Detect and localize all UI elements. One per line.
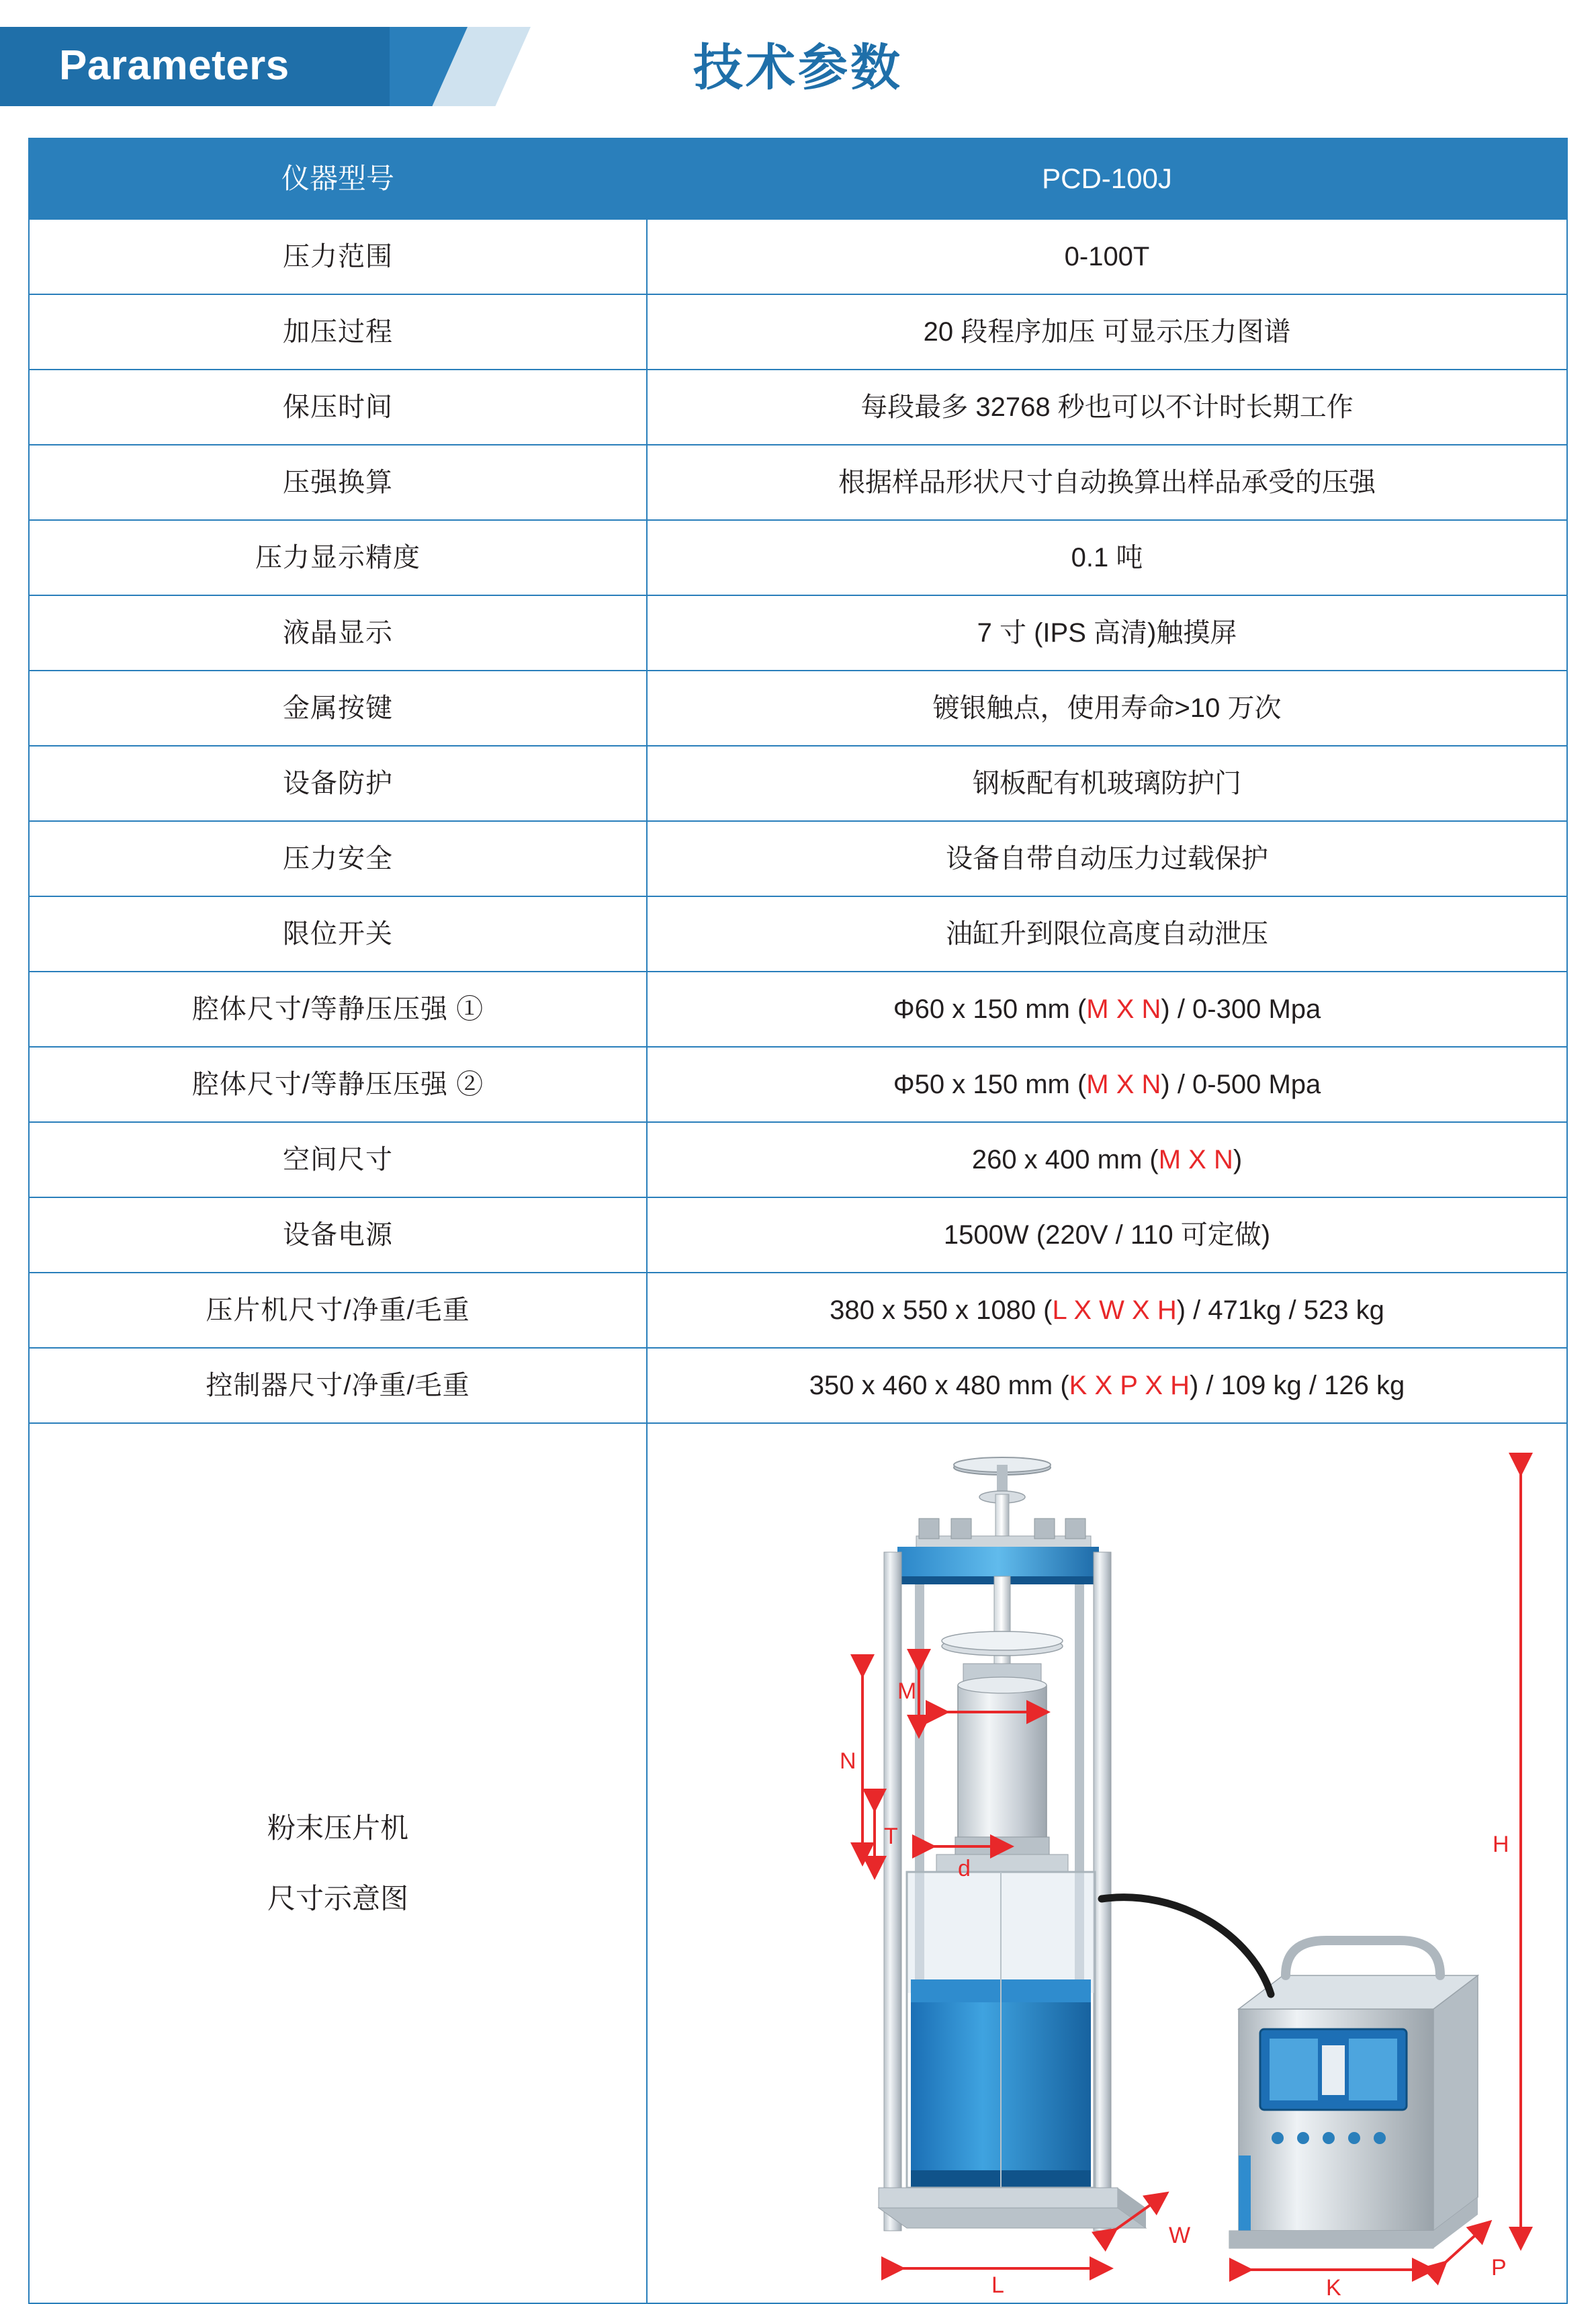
table-row [29, 595, 1567, 671]
spec-value-text: Φ50 x 150 mm ( [893, 1070, 1087, 1099]
diagram-label-line2: 尺寸示意图 [267, 1883, 408, 1914]
spec-value-text: ) / 109 kg / 126 kg [1190, 1371, 1405, 1400]
svg-text:H: H [1493, 1832, 1509, 1857]
column-header-model-label: 仪器型号 [29, 138, 647, 219]
diagram-label-line1: 粉末压片机 [267, 1812, 408, 1844]
spec-value [647, 1122, 1567, 1197]
spec-value-text: 380 x 550 x 1080 ( [830, 1295, 1053, 1325]
dimension-code: L X W X H [1052, 1295, 1177, 1325]
spec-value: 20 段程序加压 可显示压力图谱 [647, 294, 1567, 370]
spec-value: 7 寸 (IPS 高清)触摸屏 [647, 595, 1567, 671]
table-row [29, 1047, 1567, 1122]
spec-value-text: Φ60 x 150 mm ( [893, 994, 1087, 1024]
spec-label: 压片机尺寸/净重/毛重 [29, 1273, 647, 1348]
dimension-code: M X N [1158, 1145, 1233, 1175]
spec-label: 保压时间 [29, 370, 647, 445]
diagram-label-cell [29, 1423, 647, 2303]
spec-value [647, 1273, 1567, 1348]
svg-text:K: K [1326, 2275, 1341, 2301]
table-row [29, 821, 1567, 896]
machine-dimension-diagram [648, 1424, 1565, 2302]
spec-value: 钢板配有机玻璃防护门 [647, 746, 1567, 821]
diagram-row [29, 1423, 1567, 2303]
table-row [29, 972, 1567, 1047]
svg-text:T: T [884, 1824, 898, 1849]
table-row [29, 294, 1567, 370]
table-row [29, 520, 1567, 595]
spec-value: 1500W (220V / 110 可定做) [647, 1197, 1567, 1273]
specifications-table [28, 138, 1568, 2304]
spec-value: 设备自带自动压力过载保护 [647, 821, 1567, 896]
spec-label: 限位开关 [29, 896, 647, 972]
spec-label: 加压过程 [29, 294, 647, 370]
spec-label: 空间尺寸 [29, 1122, 647, 1197]
page-title: 技术参数 [693, 40, 903, 95]
spec-label: 压强换算 [29, 445, 647, 520]
table-header-row [29, 138, 1567, 219]
svg-text:d: d [958, 1856, 971, 1881]
column-header-model-value: PCD-100J [647, 138, 1567, 219]
dimension-code: M X N [1086, 994, 1161, 1024]
spec-value [647, 972, 1567, 1047]
table-row [29, 370, 1567, 445]
spec-value [647, 1047, 1567, 1122]
table-row [29, 1348, 1567, 1423]
svg-text:M: M [897, 1678, 917, 1704]
spec-value-text: 260 x 400 mm ( [971, 1145, 1159, 1175]
table-row [29, 1122, 1567, 1197]
spec-value: 油缸升到限位高度自动泄压 [647, 896, 1567, 972]
spec-value: 根据样品形状尺寸自动换算出样品承受的压强 [647, 445, 1567, 520]
table-row [29, 1197, 1567, 1273]
diagram-image-cell [647, 1423, 1567, 2303]
dimension-code: M X N [1086, 1070, 1161, 1099]
spec-label: 设备电源 [29, 1197, 647, 1273]
page-header [0, 0, 1596, 138]
spec-value: 0-100T [647, 219, 1567, 294]
svg-text:N: N [840, 1748, 856, 1774]
spec-label: 腔体尺寸/等静压压强 ① [29, 972, 647, 1047]
table-row [29, 671, 1567, 746]
svg-text:W: W [1169, 2223, 1191, 2248]
spec-value-text: 350 x 460 x 480 mm ( [809, 1371, 1069, 1400]
spec-label: 压力显示精度 [29, 520, 647, 595]
spec-value [647, 1348, 1567, 1423]
spec-value: 镀银触点，使用寿命>10 万次 [647, 671, 1567, 746]
spec-label: 液晶显示 [29, 595, 647, 671]
spec-label: 腔体尺寸/等静压压强 ② [29, 1047, 647, 1122]
svg-text:P: P [1491, 2255, 1507, 2280]
spec-value-text: ) / 0-500 Mpa [1161, 1070, 1321, 1099]
header-banner-label: Parameters [59, 42, 290, 89]
table-row [29, 445, 1567, 520]
table-row [29, 219, 1567, 294]
svg-text:L: L [991, 2272, 1004, 2298]
table-row [29, 746, 1567, 821]
dimension-code: K X P X H [1069, 1371, 1190, 1400]
spec-value: 0.1 吨 [647, 520, 1567, 595]
spec-label: 设备防护 [29, 746, 647, 821]
spec-value: 每段最多 32768 秒也可以不计时长期工作 [647, 370, 1567, 445]
table-row [29, 896, 1567, 972]
spec-value-text: ) [1233, 1145, 1243, 1175]
spec-label: 控制器尺寸/净重/毛重 [29, 1348, 647, 1423]
spec-value-text: ) / 471kg / 523 kg [1176, 1295, 1384, 1325]
spec-label: 压力安全 [29, 821, 647, 896]
spec-label: 金属按键 [29, 671, 647, 746]
spec-value-text: ) / 0-300 Mpa [1161, 994, 1321, 1024]
spec-label: 压力范围 [29, 219, 647, 294]
table-row [29, 1273, 1567, 1348]
